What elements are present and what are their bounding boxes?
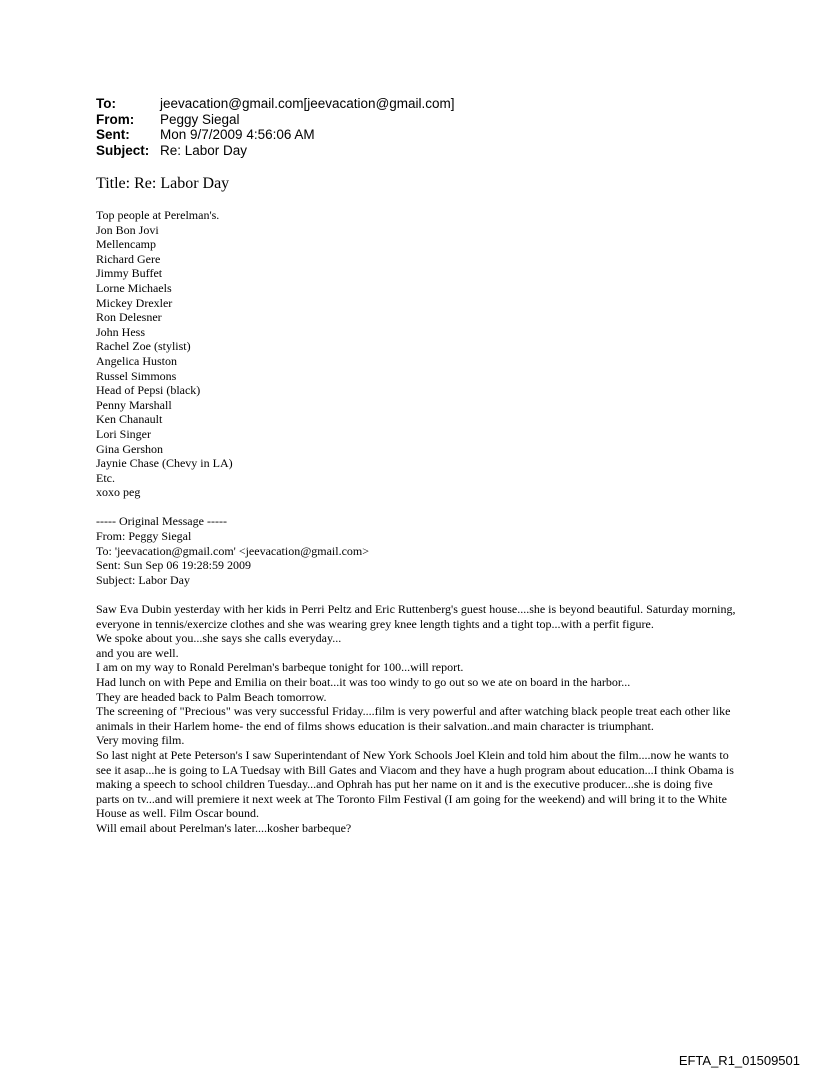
message-title: Title: Re: Labor Day (96, 175, 230, 192)
original-header-line: From: Peggy Siegal (96, 529, 192, 544)
reply-line: Ken Chanault (96, 412, 163, 427)
reply-line: John Hess (96, 324, 146, 339)
spacer (96, 587, 736, 602)
from-row (96, 112, 455, 128)
reply-line: Etc. (96, 470, 115, 485)
original-header-line: Subject: Labor Day (96, 572, 190, 587)
original-header-line: Sent: Sun Sep 06 19:28:59 2009 (96, 558, 252, 573)
original-message-body (96, 602, 736, 836)
subject-label: Subject: (96, 142, 150, 158)
reply-line: Penny Marshall (96, 397, 172, 412)
original-message-header (96, 514, 736, 587)
to-value: jeevacation@gmail.com[jeevacation@gmail.com] (160, 96, 455, 111)
to-label: To: (96, 96, 116, 111)
paragraph: Had lunch on with Pepe and Emilia on their boat...it was too windy to go out so we ate on board in the harbor... (96, 675, 631, 689)
paragraph: We spoke about you...she says she calls everyday... and you are well. (96, 631, 342, 660)
reply-line: xoxo peg (96, 485, 141, 500)
reply-line: Top people at Perelman's. (96, 208, 220, 222)
paragraph: Will email about Perelman's later....kosher barbeque? (96, 820, 352, 835)
sent-label: Sent: (96, 127, 130, 142)
to-row (96, 96, 455, 112)
reply-line: Jimmy Buffet (96, 266, 163, 281)
original-header-line: ----- Original Message ----- (96, 514, 227, 529)
paragraph: They are headed back to Palm Beach tomorrow. (96, 689, 327, 704)
reply-line: Jon Bon Jovi (96, 222, 159, 237)
reply-line: Rachel Zoe (stylist) (96, 339, 191, 354)
reply-line: Richard Gere (96, 251, 161, 266)
reply-line: Lorne Michaels (96, 280, 172, 295)
paragraph: So last night at Pete Peterson's I saw Superintendant of New York Schools Joel Klein and told him about the film....now he wants to see it asap...he is going to LA Tuedsay with Bill Gates and Viacom and they have a hugh program about education...I think Obama is making a speech to school children Tuesday...and Ophrah has put her name on it and is the executive producer...she is doing five parts on tv...and will premiere it next week at The Toronto Film Festival (I am going for the weekend) and will bring it to the White House as well. Film Oscar bound. (96, 747, 734, 821)
original-header-line: To: 'jeevacation@gmail.com' <jeevacation@gmail.com> (96, 543, 370, 558)
reply-line: Head of Pepsi (black) (96, 383, 201, 398)
email-header (96, 96, 455, 158)
document-id: EFTA_R1_01509501 (678, 1053, 800, 1068)
subject-row (96, 143, 455, 159)
reply-line: Gina Gershon (96, 441, 163, 456)
sent-value: Mon 9/7/2009 4:56:06 AM (160, 127, 315, 142)
sent-row (96, 127, 455, 143)
reply-line: Lori Singer (96, 426, 151, 441)
reply-line: Jaynie Chase (Chevy in LA) (96, 456, 233, 471)
reply-line: Angelica Huston (96, 353, 177, 368)
from-value: Peggy Siegal (160, 111, 240, 127)
reply-line: Ron Delesner (96, 310, 162, 325)
reply-list (96, 208, 736, 500)
from-label: From: (96, 111, 135, 127)
reply-line: Mellencamp (96, 237, 156, 252)
reply-line: Mickey Drexler (96, 295, 173, 310)
subject-value: Re: Labor Day (160, 142, 248, 158)
paragraph: The screening of "Precious" was very successful Friday....film is very powerful and after watching black people treat each other like animals in their Harlem home- the end of films shows education is their salvation..and main character is triumphant. Very moving film. (96, 704, 731, 748)
message-body (96, 208, 736, 836)
paragraph: Saw Eva Dubin yesterday with her kids in Perri Peltz and Eric Ruttenberg's guest house....she is beyond beautiful. Saturday morning, everyone in tennis/exercize clothes and she was wearing grey knee length tights and a tight top...with a perfit figure. (96, 602, 736, 631)
paragraph: I am on my way to Ronald Perelman's barbeque tonight for 100...will report. (96, 660, 464, 675)
reply-line: Russel Simmons (96, 368, 177, 383)
spacer (96, 500, 736, 515)
